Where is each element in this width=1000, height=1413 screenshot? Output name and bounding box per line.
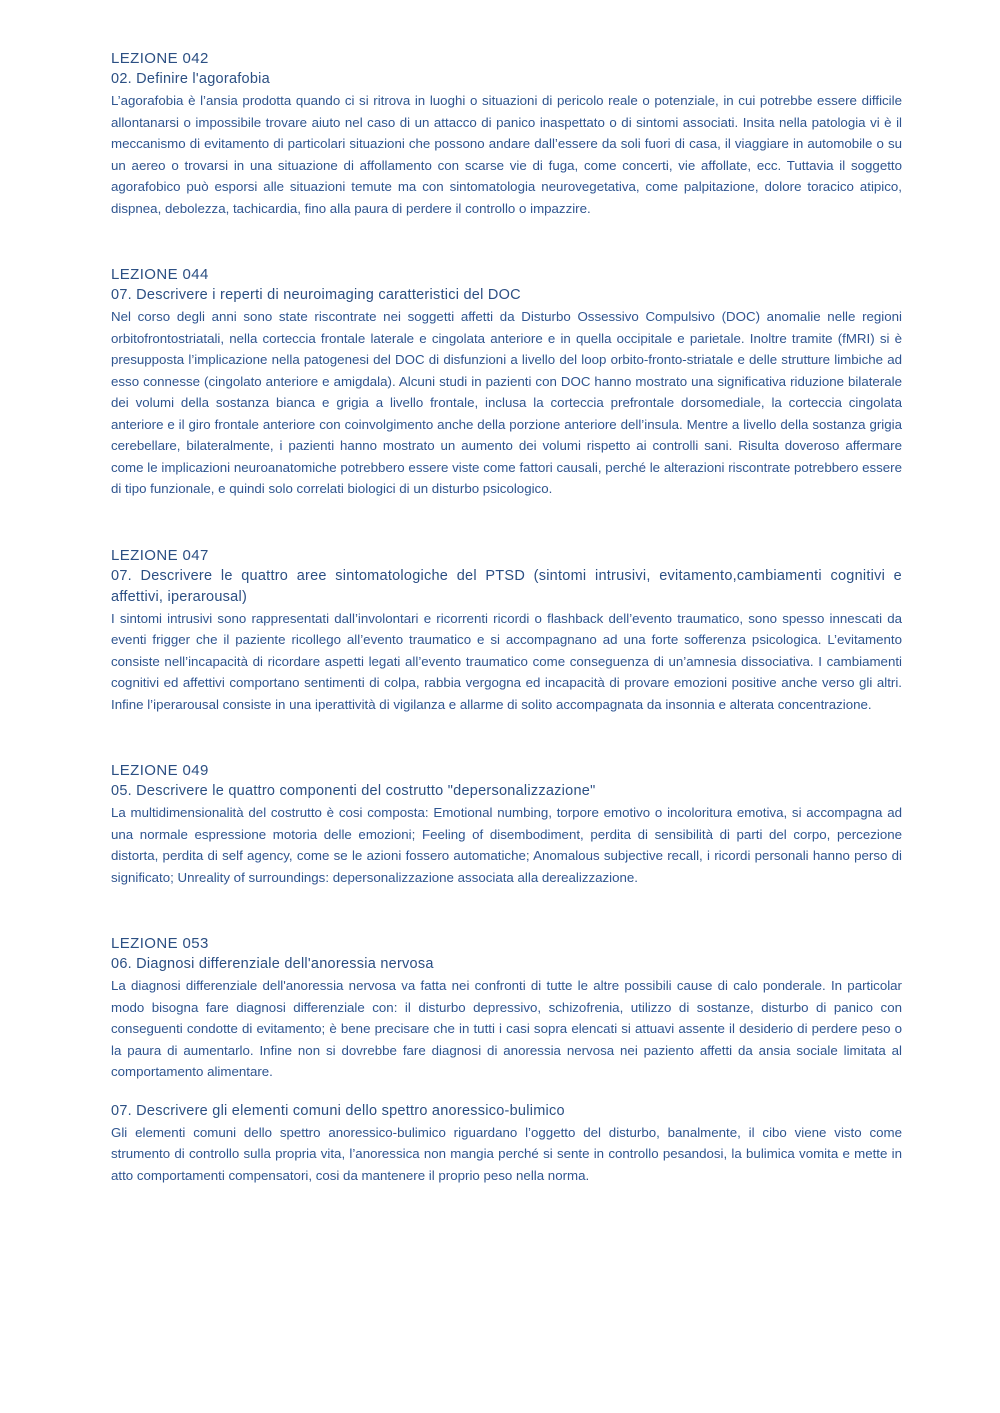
- answer-paragraph: La multidimensionalità del costrutto è cosi composta: Emotional numbing, torpore emotivo o incoloritura emotiva, si accompagna ad una normale espressione motoria delle emozioni; Feeling of disembodiment, perdita di sensibilità di parti del corpo, percezione distorta, perdita di self agency, come se le azioni fossero automatiche; Anomalous subjective recall, i ricordi personali hanno perso di significato; Unreality of surroundings: depersonalizzazione associata alla derealizzazione.: [111, 805, 902, 885]
- section-lezione-042: [111, 48, 902, 219]
- lesson-heading: LEZIONE 042: [111, 50, 209, 67]
- answer-paragraph: L’agorafobia è l’ansia prodotta quando ci si ritrova in luoghi o situazioni di pericolo reale o potenziale, in cui potrebbe essere difficile allontanarsi o impossibile trovare aiuto nel caso di un attacco di panico inaspettato o di sintomi associati. Insita nella patologia vi è il meccanismo di evitamento di particolari situazioni che possono andare dall’essere da soli fuori di casa, il viaggiare in automobile o su un aereo o trovarsi in una situazione di affollamento con scarse vie di fuga, come concerti, vie affollate, ecc. Tuttavia il soggetto agorafobico può esporsi alle situazioni temute ma con sintomatologia neurovegetativa, come palpitazione, dolore toracico atipico, dispnea, debolezza, tachicardia, fino alla paura di perdere il controllo o impazzire.: [111, 93, 902, 216]
- question-title: 02. Definire l'agorafobia: [111, 71, 270, 87]
- answer-paragraph: Nel corso degli anni sono state riscontrate nei soggetti affetti da Disturbo Ossessivo Compulsivo (DOC) anomalie nelle regioni orbitofrontostriatali, nella corteccia frontale laterale e cingolata anteriore e in quella occipitale e parietale. Inoltre tramite (fMRI) si è presupposta l’implicazione nella patogenesi del DOC di disfunzioni a livello del loop orbito-fronto-striatale e delle strutture limbiche ad esso connesse (cingolato anteriore e amigdala). Alcuni studi in pazienti con DOC hanno mostrato una significativa riduzione bilaterale dei volumi della sostanza bianca e grigia a livello frontale, inclusa la corteccia prefrontale dorsomediale, la corteccia cingolata anteriore e il giro frontale anteriore con coinvolgimento anche della porzione anteriore dell’insula. Mentre a livello della sostanza grigia cerebellare, bilateralmente, i pazienti hanno mostrato un aumento dei volumi rispetto ai controlli sani. Risulta doveroso affermare come le implicazioni neuroanatomiche potrebbero essere viste come fattori causali, perché le alterazioni riscontrate potrebbero essere di tipo funzionale, e quindi solo correlati biologici di un disturbo psicologico.: [111, 309, 902, 496]
- lesson-heading: LEZIONE 047: [111, 546, 209, 564]
- question-title: 07. Descrivere gli elementi comuni dello spettro anoressico-bulimico: [111, 1102, 565, 1119]
- lesson-heading: LEZIONE 049: [111, 762, 209, 779]
- section-lezione-044: [111, 264, 902, 500]
- question-title: 06. Diagnosi differenziale dell'anoressia nervosa: [111, 956, 434, 972]
- answer-paragraph: Gli elementi comuni dello spettro anoressico-bulimico riguardano l’oggetto del disturbo, banalmente, il cibo viene visto come strumento di controllo sulla propria vita, l’anoressica non mangia perché si sente in controllo pesandosi, la bulimica vomita e mette in atto comportamenti compensatori, cosi da mantenere il proprio peso nella norma.: [111, 1124, 902, 1183]
- section-lezione-047: [111, 545, 902, 716]
- section-lezione-053: [111, 933, 902, 1083]
- section-lezione-049: [111, 760, 902, 888]
- answer-paragraph: La diagnosi differenziale dell'anoressia nervosa va fatta nei confronti di tutte le altre possibili cause di calo ponderale. In particolar modo bisogna fare diagnosi differenziale con: il disturbo depressivo, schizofrenia, utilizzo di sostanze, disturbo di panico con conseguenti condotte di evitamento; è bene precisare che in tutti i casi sopra elencati si attuavi assente il desiderio di perdere peso o la paura di aumentarlo. Infine non si dovrebbe fare diagnosi di anoressia nervosa nei paziento affetti da ansia sociale limitata al comportamento alimentare.: [111, 978, 902, 1079]
- question-title: 07. Descrivere i reperti di neuroimaging caratteristici del DOC: [111, 287, 521, 303]
- lesson-heading: LEZIONE 044: [111, 266, 209, 283]
- question-title: 05. Descrivere le quattro componenti del costrutto "depersonalizzazione": [111, 783, 596, 799]
- question-title: 07. Descrivere le quattro aree sintomatologiche del PTSD (sintomi intrusivi, evitamento,cambiamenti cognitivi e affettivi, iperarousal): [111, 567, 902, 605]
- answer-paragraph: I sintomi intrusivi sono rappresentati dall’involontari e ricorrenti ricordi o flashback dell’evento traumatico, sono spesso innescati da eventi frigger che il paziente ricollego all’evento traumatico e si accompagnano ad una forte sofferenza psicologica. L’evitamento consiste nell’incapacità di ricordare aspetti legati all’evento traumatico come conseguenza di un’amnesia dissociativa. I cambiamenti cognitivi ed affettivi comportano sentimenti di colpa, rabbia vergogna ed incapacità di provare emozioni positive anche verso gli altri. Infine l’iperarousal consiste in una iperattività di vigilanza e allarme di solito accompagnata da insonnia e alterata concentrazione.: [111, 610, 902, 712]
- lesson-heading: LEZIONE 053: [111, 935, 209, 952]
- section-lezione-053-q07: [111, 1101, 902, 1187]
- document-page: [111, 48, 902, 1231]
